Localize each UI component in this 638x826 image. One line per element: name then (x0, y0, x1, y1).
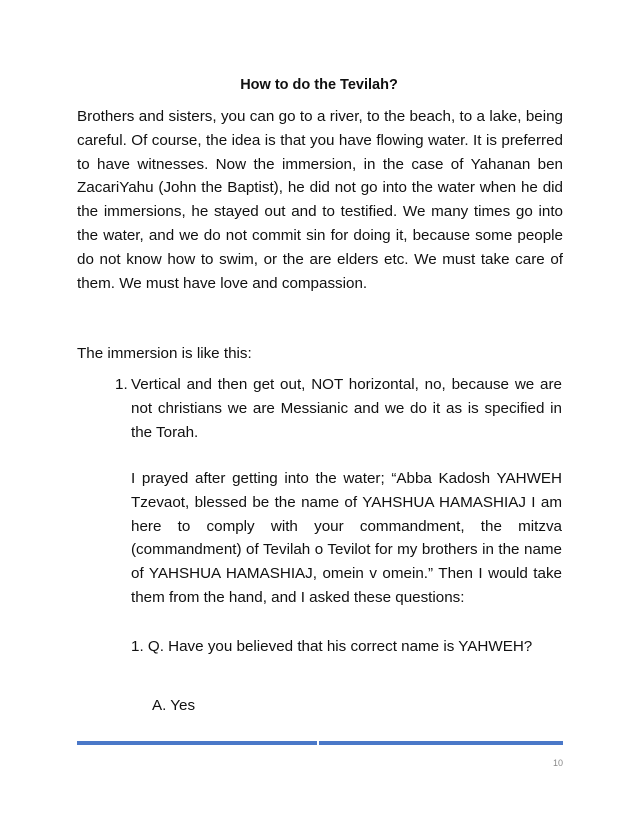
lead-sentence: The immersion is like this: (77, 345, 252, 362)
answer-text: A. Yes (152, 697, 196, 714)
footer-rule (77, 741, 563, 745)
intro-paragraph: Brothers and sisters, you can go to a river, to the beach, to a lake, being careful. Of course, the idea is that you have flowing water. It is preferred to have witnesses. Now the immersion, in the case of Yahanan ben ZacariYahu (John the Baptist), he did not go into the water when he did the immersions, he stayed out and to testified. We many times go into the water, and we do not commit sin for doing it, because some people do not know how to swim, or the are elders etc. We must take care of them. We must have love and compassion. (77, 108, 563, 292)
page-number: 10 (552, 758, 563, 768)
section-title: How to do the Tevilah? (240, 77, 398, 93)
list-item-number: 1. (115, 376, 128, 393)
prayer-paragraph: I prayed after getting into the water; “Abba Kadosh YAHWEH Tzevaot, blessed be the name of YAHSHUA HAMASHIAJ I am here to comply with your commandment, the mitzva (commandment) of Tevilah o Tevilot for my brothers in the name of YAHSHUA HAMASHIAJ, omein v omein.” Then I would take them from the hand, and I asked these questions: (131, 470, 562, 606)
list-item-text: Vertical and then get out, NOT horizontal, no, because we are not christians we are Messianic and we do it as is specified in the Torah. (131, 376, 562, 441)
question-paragraph: 1. Q. Have you believed that his correct name is YAHWEH? (131, 638, 533, 655)
footer-rule-gap (317, 741, 319, 745)
